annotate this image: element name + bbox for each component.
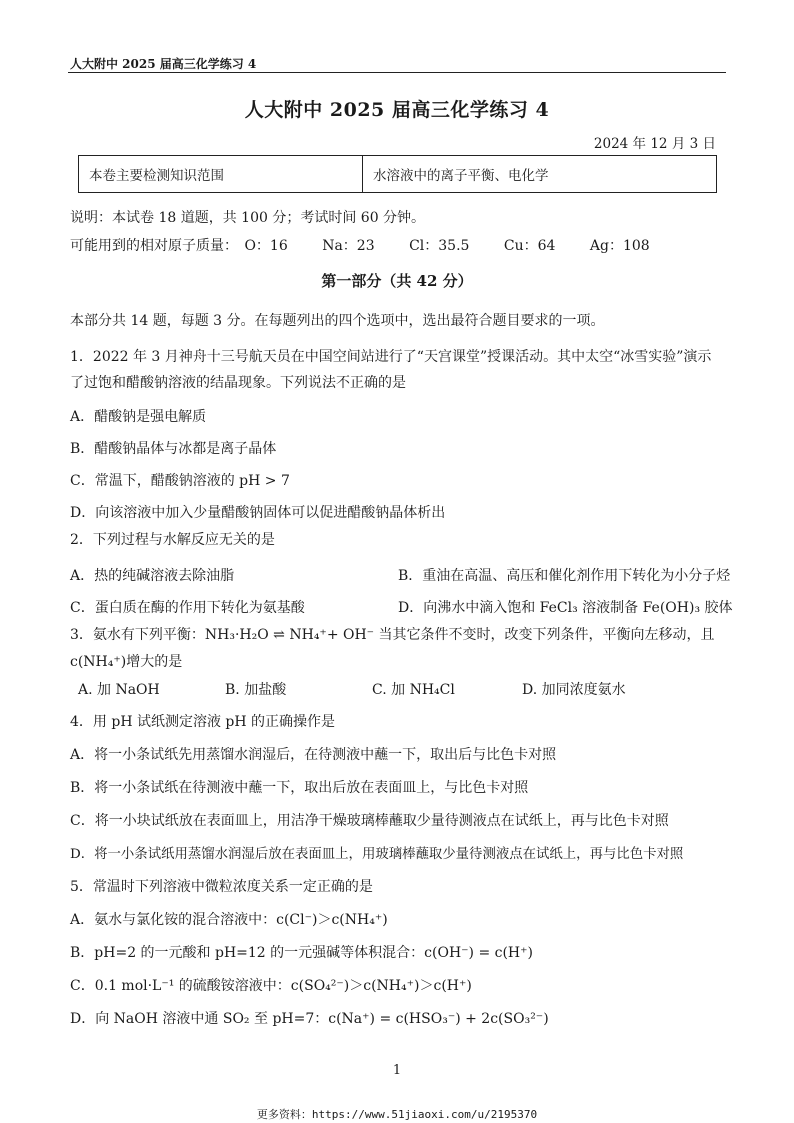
q2-stem: 2．下列过程与水解反应无关的是 [70, 532, 275, 548]
q4-option-d: D．将一小条试纸用蒸馏水润湿后放在表面皿上，用玻璃棒蘸取少量待测液点在试纸上，再与比色卡对照 [70, 847, 684, 862]
q1-stem-line1: 1．2022 年 3 月神舟十三号航天员在中国空间站进行了“天宫课堂”授课活动。其中太空“冰雪实验”演示 [70, 349, 712, 365]
q5-option-d: D．向 NaOH 溶液中通 SO₂ 至 pH=7：c(Na⁺) = c(HSO₃⁻) + 2c(SO₃²⁻) [70, 1011, 549, 1027]
q3-stem-line2: c(NH₄⁺)增大的是 [70, 654, 183, 670]
q1-option-c: C．常温下，醋酸钠溶液的 pH > 7 [70, 473, 290, 489]
atomic-mass-na: Na：23 [322, 238, 375, 254]
scope-value: 水溶液中的离子平衡、电化学 [363, 156, 717, 193]
q5-stem: 5．常温时下列溶液中微粒浓度关系一定正确的是 [70, 879, 373, 895]
atomic-mass-cu: Cu：64 [503, 238, 556, 254]
exam-title: 人大附中 2025 届高三化学练习 4 [244, 99, 550, 121]
scope-label: 本卷主要检测知识范围 [79, 156, 363, 193]
atomic-mass-o: O：16 [244, 238, 288, 254]
page-number: 1 [392, 1063, 402, 1078]
q2-option-b: B．重油在高温、高压和催化剂作用下转化为小分子烃 [398, 568, 731, 584]
q5-option-a: A．氨水与氯化铵的混合溶液中：c(Cl⁻)＞c(NH₄⁺) [70, 912, 388, 928]
exam-date: 2024 年 12 月 3 日 [593, 136, 716, 152]
q3-option-c: C. 加 NH₄Cl [372, 682, 455, 698]
running-header: 人大附中 2025 届高三化学练习 4 [70, 57, 257, 71]
q1-option-a: A．醋酸钠是强电解质 [70, 409, 207, 425]
header-rule [68, 72, 726, 73]
q5-option-c: C．0.1 mol·L⁻¹ 的硫酸铵溶液中：c(SO₄²⁻)＞c(NH₄⁺)＞c(H⁺) [70, 978, 472, 994]
q1-stem-line2: 了过饱和醋酸钠溶液的结晶现象。下列说法不正确的是 [70, 375, 406, 391]
scope-table [78, 155, 717, 193]
footer-link[interactable]: 更多资料：https://www.51jiaoxi.com/u/2195370 [256, 1108, 538, 1121]
q4-stem: 4．用 pH 试纸测定溶液 pH 的正确操作是 [70, 714, 336, 730]
instructions: 说明：本试卷 18 道题，共 100 分；考试时间 60 分钟。 [70, 210, 426, 226]
q3-option-b: B. 加盐酸 [225, 682, 287, 698]
q3-option-d: D. 加同浓度氨水 [522, 682, 626, 698]
q2-option-d: D．向沸水中滴入饱和 FeCl₃ 溶液制备 Fe(OH)₃ 胶体 [398, 600, 733, 616]
q2-option-c: C．蛋白质在酶的作用下转化为氨基酸 [70, 600, 305, 616]
atomic-masses-label: 可能用到的相对原子质量： [70, 238, 238, 254]
q1-option-d: D．向该溶液中加入少量醋酸钠固体可以促进醋酸钠晶体析出 [70, 505, 446, 521]
q2-option-a: A．热的纯碱溶液去除油脂 [70, 568, 235, 584]
q4-option-b: B．将一小条试纸在待测液中蘸一下，取出后放在表面皿上，与比色卡对照 [70, 780, 529, 796]
q4-option-a: A．将一小条试纸先用蒸馏水润湿后，在待测液中蘸一下，取出后与比色卡对照 [70, 747, 557, 763]
q3-stem-line1: 3．氨水有下列平衡：NH₃·H₂O ⇌ NH₄⁺+ OH⁻ 当其它条件不变时，改变下列条件，平衡向左移动，且 [70, 627, 715, 643]
q1-option-b: B．醋酸钠晶体与冰都是离子晶体 [70, 441, 277, 457]
atomic-mass-ag: Ag：108 [589, 238, 650, 254]
part1-title: 第一部分（共 42 分） [321, 272, 473, 290]
atomic-mass-cl: Cl：35.5 [409, 238, 470, 254]
q3-option-a: A. 加 NaOH [78, 682, 160, 698]
atomic-masses [70, 235, 650, 255]
q5-option-b: B．pH=2 的一元酸和 pH=12 的一元强碱等体积混合：c(OH⁻) = c(H⁺) [70, 945, 533, 961]
q4-option-c: C．将一小块试纸放在表面皿上，用洁净干燥玻璃棒蘸取少量待测液点在试纸上，再与比色卡对照 [70, 813, 669, 829]
part1-intro: 本部分共 14 题，每题 3 分。在每题列出的四个选项中，选出最符合题目要求的一项。 [70, 313, 605, 329]
